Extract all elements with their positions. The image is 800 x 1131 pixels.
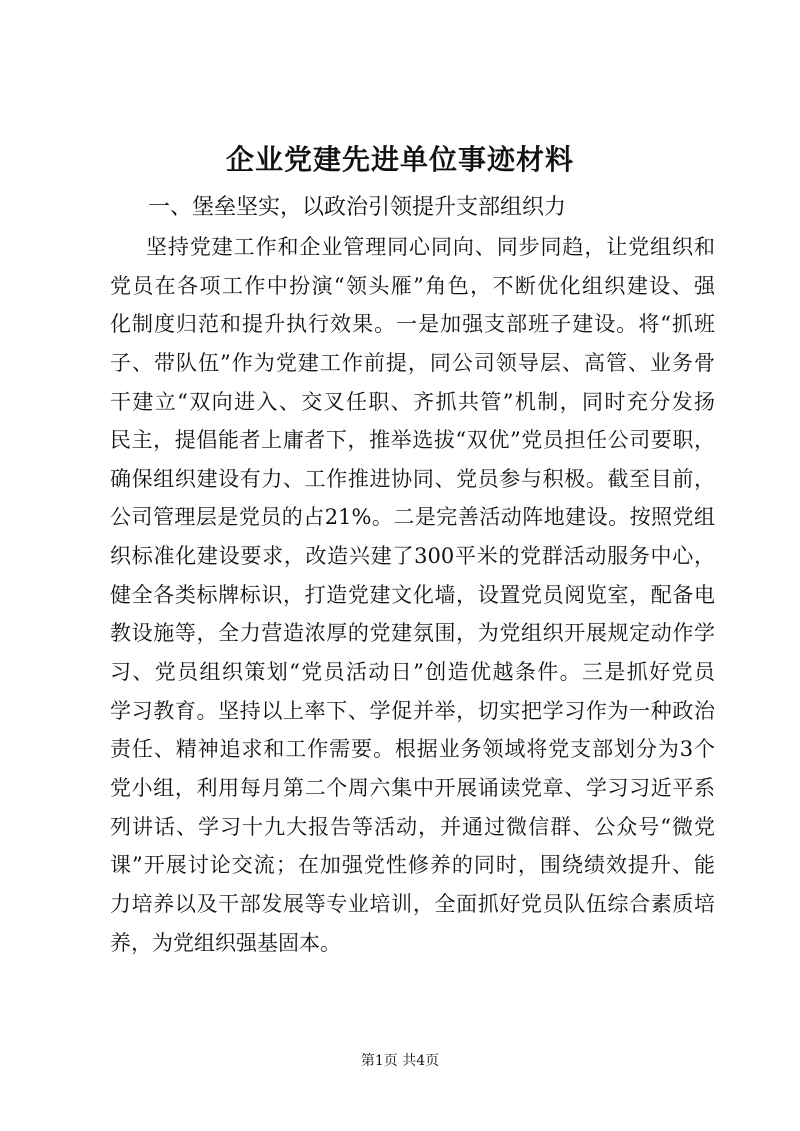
page-footer: 第1页 共4页 [360, 1053, 440, 1069]
document-title: 企业党建先进单位事迹材料 [225, 143, 574, 176]
paragraph-line: 子、带队伍”作为党建工作前提，同公司领导层、高管、业务骨 [110, 350, 715, 375]
paragraph-line: 党小组，利用每月第二个周六集中开展诵读党章、学习习近平系 [110, 775, 715, 800]
paragraph-line: 学习教育。坚持以上率下、学促并举，切实把学习作为一种政治 [110, 698, 715, 723]
paragraph-line: 织标准化建设要求，改造兴建了300平米的党群活动服务中心， [110, 544, 715, 569]
paragraph-line: 公司管理层是党员的占21%。二是完善活动阵地建设。按照党组 [110, 505, 715, 530]
paragraph-line: 教设施等，全力营造浓厚的党建氛围，为党组织开展规定动作学 [110, 621, 715, 646]
paragraph-line: 坚持党建工作和企业管理同心同向、同步同趋，让党组织和 [146, 235, 715, 259]
paragraph-line: 责任、精神追求和工作需要。根据业务领域将党支部划分为3个 [110, 737, 715, 762]
paragraph-line: 课”开展讨论交流；在加强党性修养的同时，围绕绩效提升、能 [110, 853, 715, 878]
paragraph-line: 习、党员组织策划“党员活动日”创造优越条件。三是抓好党员 [110, 660, 715, 685]
paragraph-line: 力培养以及干部发展等专业培训，全面抓好党员队伍综合素质培 [110, 891, 715, 916]
paragraph-line: 民主，提倡能者上庸者下，推举选拔“双优”党员担任公司要职， [110, 428, 715, 453]
body-paragraph [110, 228, 715, 962]
paragraph-line: 干建立“双向进入、交叉任职、齐抓共管”机制，同时充分发扬 [110, 389, 715, 414]
paragraph-line: 养，为党组织强基固本。 [110, 930, 341, 955]
paragraph-line: 化制度归范和提升执行效果。一是加强支部班子建设。将“抓班 [110, 312, 715, 337]
paragraph-line: 健全各类标牌标识，打造党建文化墙，设置党员阅览室，配备电 [110, 582, 715, 607]
paragraph-line: 确保组织建设有力、工作推进协同、党员参与积极。截至目前， [110, 466, 715, 491]
paragraph-line: 列讲话、学习十九大报告等活动，并通过微信群、公众号“微党 [110, 814, 715, 839]
section-heading: 一、堡垒坚实，以政治引领提升支部组织力 [148, 195, 567, 220]
paragraph-line: 党员在各项工作中扮演“领头雁”角色，不断优化组织建设、强 [110, 273, 715, 298]
